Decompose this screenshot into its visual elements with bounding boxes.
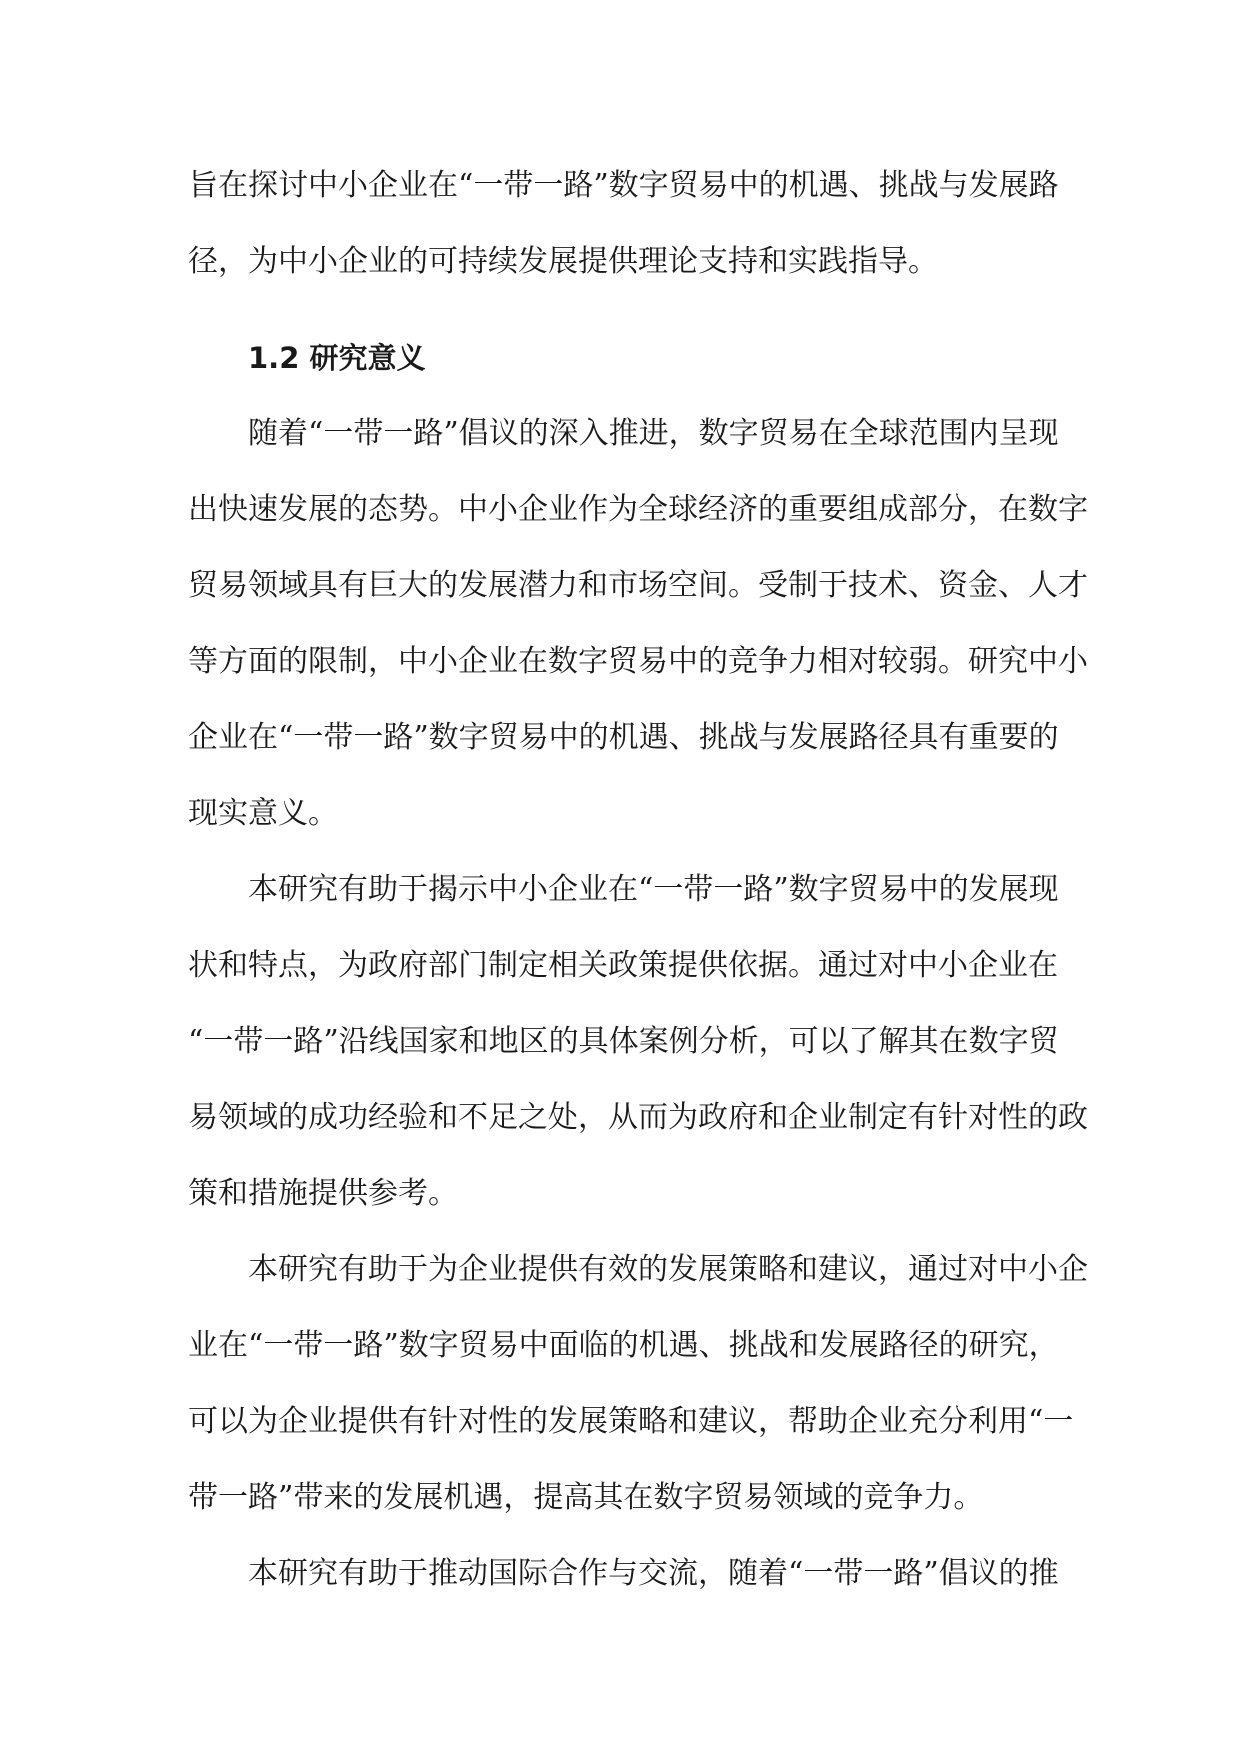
text-line: 现实意义。: [188, 796, 338, 831]
body-text: [188, 148, 1088, 1612]
section-heading: 1.2 研究意义: [248, 341, 426, 375]
text-line: 状和特点，为政府部门制定相关政策提供依据。通过对中小企业在: [188, 948, 1058, 983]
text-line: 带一路”带来的发展机遇，提高其在数字贸易领域的竞争力。: [188, 1480, 984, 1515]
text-line: 本研究有助于推动国际合作与交流，随着“一带一路”倡议的推: [248, 1556, 1059, 1591]
text-line: 可以为企业提供有针对性的发展策略和建议，帮助企业充分利用“一: [188, 1404, 1074, 1439]
text-line: 业在“一带一路”数字贸易中面临的机遇、挑战和发展路径的研究，: [188, 1328, 1059, 1363]
text-line: 旨在探讨中小企业在“一带一路”数字贸易中的机遇、挑战与发展路: [188, 168, 1059, 203]
text-line: 随着“一带一路”倡议的深入推进，数字贸易在全球范围内呈现: [248, 416, 1059, 451]
text-line: 策和措施提供参考。: [188, 1176, 458, 1211]
text-line: 易领域的成功经验和不足之处，从而为政府和企业制定有针对性的政: [188, 1100, 1088, 1135]
paragraph-4: [188, 1536, 1068, 1612]
text-line: 企业在“一带一路”数字贸易中的机遇、挑战与发展路径具有重要的: [188, 720, 1059, 755]
text-line: 本研究有助于揭示中小企业在“一带一路”数字贸易中的发展现: [248, 872, 1059, 907]
text-line: 本研究有助于为企业提供有效的发展策略和建议，通过对中小企: [248, 1252, 1088, 1287]
text-line: “一带一路”沿线国家和地区的具体案例分析，可以了解其在数字贸: [188, 1024, 1059, 1059]
text-line: 贸易领域具有巨大的发展潜力和市场空间。受制于技术、资金、人才: [188, 568, 1088, 603]
text-line: 出快速发展的态势。中小企业作为全球经济的重要组成部分，在数字: [188, 492, 1088, 527]
paragraph-1: [188, 396, 1088, 852]
paragraph-3: [188, 1232, 1088, 1536]
text-line: 径，为中小企业的可持续发展提供理论支持和实践指导。: [188, 244, 938, 279]
paragraph-intro: [188, 148, 1068, 300]
text-line: 等方面的限制，中小企业在数字贸易中的竞争力相对较弱。研究中小: [188, 644, 1088, 679]
paragraph-2: [188, 852, 1088, 1232]
